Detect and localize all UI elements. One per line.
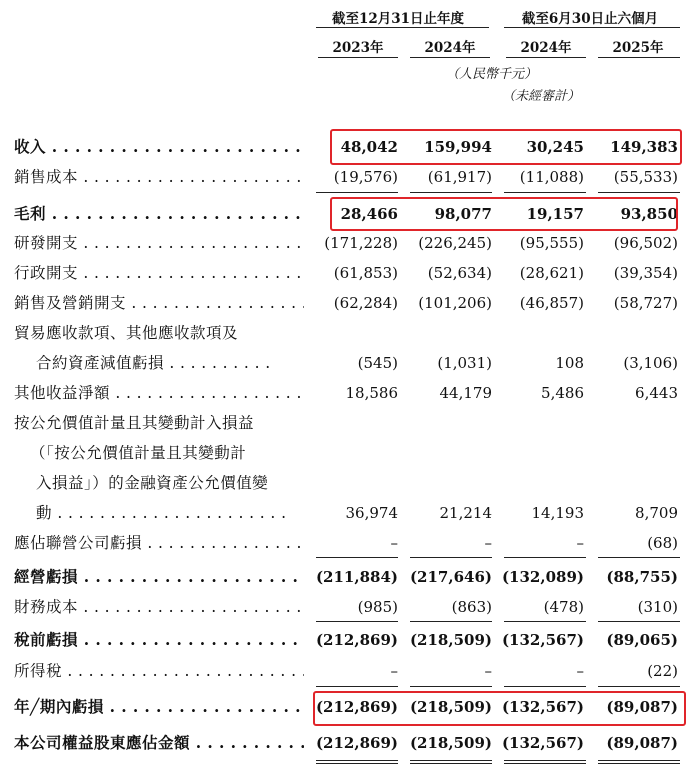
row-label: 本公司權益股東應佔金額 . . . — [14, 728, 304, 758]
row-label: 所得稅 . . . — [14, 656, 304, 686]
subtotal-rule-3 — [504, 686, 586, 687]
subtotal-rule-3 — [504, 621, 586, 622]
cell-2024: 21,214 — [439, 504, 492, 522]
cell-2024: (218,509) — [409, 631, 492, 649]
cell-2024: (217,646) — [409, 568, 492, 586]
cell-2024: (101,206) — [418, 294, 492, 312]
cell-2025-h1: 6,443 — [635, 384, 678, 402]
cell-2023: (212,869) — [315, 698, 398, 716]
row-label: 財務成本 . . . — [14, 592, 304, 622]
cell-2023: 18,586 — [345, 384, 398, 402]
cell-2023: (61,853) — [333, 264, 398, 282]
subtotal-rule-4 — [598, 192, 680, 193]
year-rule-2 — [410, 57, 490, 58]
cell-2024-h1: (95,555) — [519, 234, 584, 252]
cell-2024-h1: 108 — [555, 354, 584, 372]
table-row-impairment — [0, 348, 698, 378]
cell-2023: – — [390, 662, 398, 680]
table-row-rd-expenses — [0, 228, 698, 258]
cell-2025-h1: (88,755) — [606, 568, 678, 586]
cell-2024-h1: – — [576, 662, 584, 680]
cell-2025-h1: (55,533) — [613, 168, 678, 186]
cell-2024-h1: 30,245 — [526, 138, 584, 156]
header-year-1: 2023年 — [332, 40, 384, 56]
header-group-six-months: 截至6月30日止六個月 — [521, 11, 659, 27]
cell-2024-h1: – — [576, 534, 584, 552]
cell-2023: (545) — [357, 354, 398, 372]
highlight-box-loss-for-period — [313, 691, 686, 726]
highlight-box-gross-profit — [330, 197, 678, 231]
row-label: 經營虧損 . . . — [14, 562, 304, 592]
table-row-attributable-to-equity-holders — [0, 728, 698, 758]
currency-note: （人民幣千元） — [446, 67, 538, 82]
subtotal-rule-1 — [316, 621, 398, 622]
table-row-operating-loss — [0, 562, 698, 592]
subtotal-rule-4 — [598, 686, 680, 687]
year-rule-1 — [318, 57, 398, 58]
cell-2024-h1: (132,567) — [501, 698, 584, 716]
cell-2024-h1: 5,486 — [541, 384, 584, 402]
total-double-rule-3 — [504, 760, 586, 764]
table-row-selling-expenses — [0, 288, 698, 318]
row-label: 年╱期內虧損 . . . — [14, 692, 304, 722]
cell-2024: – — [484, 662, 492, 680]
row-label: 收入 . . . — [14, 132, 304, 162]
row-label: 毛利 . . . — [14, 199, 304, 229]
cell-2023: – — [390, 534, 398, 552]
subtotal-rule-1 — [316, 557, 398, 558]
row-label-line-4: 動 . . . — [36, 498, 290, 528]
header-rule-left — [316, 27, 489, 28]
cell-2023: (62,284) — [333, 294, 398, 312]
cell-2024-h1: (132,089) — [501, 568, 584, 586]
cell-2025-h1: (68) — [647, 534, 678, 552]
table-row-cost-of-sales — [0, 162, 698, 192]
cell-2024-h1: (28,621) — [519, 264, 584, 282]
cell-2024: 98,077 — [434, 205, 492, 223]
header-rule-right — [504, 27, 680, 28]
subtotal-rule-1 — [316, 192, 398, 193]
header-group-year-ended: 截至12月31日止年度 — [331, 11, 465, 27]
cell-2023: 28,466 — [340, 205, 398, 223]
cell-2025-h1: (58,727) — [613, 294, 678, 312]
table-row-fvtpl-line2 — [0, 438, 698, 468]
table-row-fvtpl-line3 — [0, 468, 698, 498]
cell-2024-h1: (132,567) — [501, 734, 584, 752]
cell-2024-h1: 19,157 — [526, 205, 584, 223]
cell-2025-h1: (89,087) — [606, 734, 678, 752]
row-label-line-1: 按公允價值計量且其變動計入損益 — [14, 414, 255, 432]
cell-2025-h1: 149,383 — [610, 138, 678, 156]
audit-note: （未經審計） — [502, 89, 581, 104]
cell-2024-h1: (46,857) — [519, 294, 584, 312]
table-row-income-tax — [0, 656, 698, 686]
row-label: 銷售及營銷開支 . . . — [14, 288, 304, 318]
cell-2023: (985) — [357, 598, 398, 616]
row-label: 稅前虧損 . . . — [14, 625, 304, 655]
cell-2024: (1,031) — [437, 354, 492, 372]
row-label: 應佔聯營公司虧損 . . . — [14, 528, 304, 558]
cell-2025-h1: (89,065) — [606, 631, 678, 649]
row-label: 行政開支 . . . — [14, 258, 304, 288]
row-label-line-1: 貿易應收款項、其他應收款項及 — [14, 324, 239, 342]
subtotal-rule-4 — [598, 557, 680, 558]
row-label: 研發開支 . . . — [14, 228, 304, 258]
cell-2025-h1: (89,087) — [606, 698, 678, 716]
row-label: 其他收益淨額 . . . — [14, 378, 304, 408]
subtotal-rule-1 — [316, 686, 398, 687]
cell-2025-h1: (310) — [637, 598, 678, 616]
subtotal-rule-4 — [598, 621, 680, 622]
cell-2024-h1: (478) — [543, 598, 584, 616]
table-row-impairment-line1 — [0, 318, 698, 348]
year-rule-3 — [506, 57, 586, 58]
table-row-share-of-associates — [0, 528, 698, 558]
subtotal-rule-2 — [410, 621, 492, 622]
highlight-box-revenue — [330, 129, 682, 165]
cell-2023: 36,974 — [345, 504, 398, 522]
cell-2025-h1: (96,502) — [613, 234, 678, 252]
cell-2024-h1: (11,088) — [519, 168, 584, 186]
header-year-2: 2024年 — [424, 40, 476, 56]
header-year-4: 2025年 — [612, 40, 664, 56]
row-label-line-2: （「按公允價值計量且其變動計 — [30, 444, 247, 462]
table-row-loss-before-tax — [0, 625, 698, 655]
subtotal-rule-3 — [504, 192, 586, 193]
cell-2024: (218,509) — [409, 734, 492, 752]
cell-2024: 159,994 — [424, 138, 492, 156]
total-double-rule-1 — [316, 760, 398, 764]
row-label-line-2: 合約資產減值虧損 . . . — [36, 348, 276, 378]
total-double-rule-2 — [410, 760, 492, 764]
cell-2024: 44,179 — [439, 384, 492, 402]
table-row-admin-expenses — [0, 258, 698, 288]
cell-2024: (61,917) — [427, 168, 492, 186]
table-row-fvtpl — [0, 498, 698, 528]
cell-2024: – — [484, 534, 492, 552]
total-double-rule-4 — [598, 760, 680, 764]
cell-2023: (212,869) — [315, 631, 398, 649]
cell-2025-h1: (39,354) — [613, 264, 678, 282]
cell-2024: (863) — [451, 598, 492, 616]
cell-2025-h1: 93,850 — [620, 205, 678, 223]
table-row-finance-costs — [0, 592, 698, 622]
cell-2025-h1: 8,709 — [635, 504, 678, 522]
row-label: 銷售成本 . . . — [14, 162, 304, 192]
cell-2025-h1: (3,106) — [623, 354, 678, 372]
subtotal-rule-2 — [410, 557, 492, 558]
cell-2023: (171,228) — [324, 234, 398, 252]
year-rule-4 — [598, 57, 680, 58]
table-row-other-gains — [0, 378, 698, 408]
cell-2023: 48,042 — [340, 138, 398, 156]
cell-2025-h1: (22) — [647, 662, 678, 680]
row-label-line-3: 入損益」）的金融資產公允價值變 — [36, 474, 269, 492]
subtotal-rule-3 — [504, 557, 586, 558]
cell-2023: (19,576) — [333, 168, 398, 186]
cell-2024: (218,509) — [409, 698, 492, 716]
cell-2023: (211,884) — [315, 568, 398, 586]
cell-2024: (52,634) — [427, 264, 492, 282]
cell-2024-h1: 14,193 — [531, 504, 584, 522]
subtotal-rule-2 — [410, 192, 492, 193]
cell-2023: (212,869) — [315, 734, 398, 752]
cell-2024-h1: (132,567) — [501, 631, 584, 649]
header-year-3: 2024年 — [520, 40, 572, 56]
cell-2024: (226,245) — [418, 234, 492, 252]
table-row-fvtpl-line1 — [0, 408, 698, 438]
subtotal-rule-2 — [410, 686, 492, 687]
